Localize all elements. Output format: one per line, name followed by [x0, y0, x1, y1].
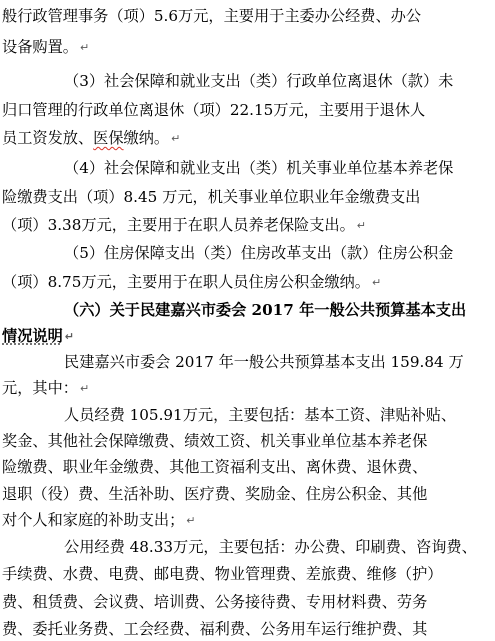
paragraph-mark-icon: ↵ [186, 514, 196, 527]
paragraph-line [2, 6, 421, 28]
paragraph-line [2, 592, 427, 614]
line-text: 费、租赁费、会议费、培训费、公务接待费、专用材料费、劳务 [2, 593, 428, 611]
paragraph-line [64, 243, 453, 265]
line-text: 奖金、其他社会保障缴费、绩效工资、机关事业单位基本养老保 [2, 432, 428, 450]
paragraph-mark-icon: ↵ [356, 219, 366, 232]
line-text: 手续费、水费、电费、邮电费、物业管理费、差旅费、维修（护） [2, 565, 443, 583]
paragraph-line [64, 352, 464, 374]
paragraph-mark-icon: ↵ [79, 382, 90, 395]
line-text: 员工资发放、 [2, 129, 94, 147]
paragraph-line [2, 431, 427, 453]
line-text: 险缴费支出（项）8.45 万元，机关事业单位职业年金缴费支出 [2, 188, 421, 206]
paragraph-line [2, 378, 89, 400]
paragraph-line [2, 37, 89, 59]
paragraph-mark-icon: ↵ [64, 330, 74, 343]
line-text: 人员经费 105.91万元，主要包括：基本工资、津贴补贴、 [64, 406, 457, 424]
paragraph-mark-icon: ↵ [371, 276, 382, 289]
paragraph-line [2, 457, 427, 479]
heading-text: 情况说明 [2, 327, 63, 345]
paragraph-line [64, 71, 453, 93]
line-text: 退职（役）费、生活补助、医疗费、奖励金、住房公积金、其他 [2, 485, 428, 503]
paragraph-mark-icon: ↵ [171, 132, 181, 145]
paragraph-mark-icon: ↵ [79, 41, 90, 54]
paragraph-line [2, 100, 425, 122]
paragraph-line [2, 484, 427, 506]
section-heading [64, 300, 466, 322]
paragraph-line [2, 272, 381, 294]
line-text: 险缴费、职业年金缴费、其他工资福利支出、离休费、退休费、 [2, 458, 428, 476]
line-text: 费、委托业务费、工会经费、福利费、公务用车运行维护费、其 [2, 620, 428, 638]
line-text: 缴纳。 [123, 129, 170, 147]
line-text: （项）3.38万元，主要用于在职人员养老保险支出。 [2, 216, 355, 234]
line-text: （3）社会保障和就业支出（类）行政单位离退休（款）未 [64, 72, 454, 90]
line-text: （4）社会保障和就业支出（类）机关事业单位基本养老保 [64, 159, 454, 177]
paragraph-line [64, 537, 477, 559]
line-text: 公用经费 48.33万元，主要包括：办公费、印刷费、咨询费、 [64, 538, 477, 556]
line-text: 设备购置。 [2, 38, 78, 56]
paragraph-line [2, 187, 420, 209]
spellcheck-flagged-word: 医保 [93, 129, 124, 147]
paragraph-line [2, 128, 180, 150]
paragraph-line [2, 510, 195, 532]
line-text: （项）8.75万元，主要用于在职人员住房公积金缴纳。 [2, 273, 370, 291]
paragraph-line [64, 405, 456, 427]
line-text: 元，其中： [2, 379, 78, 397]
line-text: 归口管理的行政单位离退休（项）22.15万元，主要用于退休人 [2, 101, 426, 119]
section-heading [2, 326, 74, 348]
paragraph-line [2, 564, 442, 586]
heading-text: （六）关于民建嘉兴市委会 2017 年一般公共预算基本支出 [64, 301, 467, 319]
line-text: 般行政管理事务（项）5.6万元，主要用于主委办公经费、办公 [2, 7, 422, 25]
paragraph-line [2, 619, 427, 641]
paragraph-line [2, 215, 366, 237]
line-text: （5）住房保障支出（类）住房改革支出（款）住房公积金 [64, 244, 454, 262]
paragraph-line [64, 158, 453, 180]
line-text: 民建嘉兴市委会 2017 年一般公共预算基本支出 159.84 万 [64, 353, 464, 371]
line-text: 对个人和家庭的补助支出； [2, 511, 185, 529]
